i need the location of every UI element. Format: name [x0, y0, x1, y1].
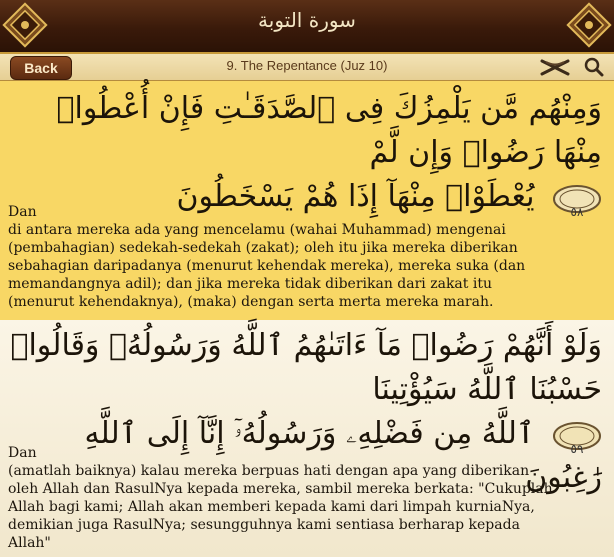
search-icon[interactable] — [584, 57, 604, 77]
ayah-translation — [8, 203, 608, 311]
translation-line: di antara mereka ada yang mencelamu (wahai Muhammad) mengenai — [8, 222, 506, 238]
ayah-translation — [8, 444, 608, 552]
translation-line: Dan — [8, 204, 37, 220]
nav-subtitle: 9. The Repentance (Juz 10) — [226, 58, 388, 73]
nav-bar — [0, 54, 614, 81]
ayah-number: ٥٨ — [570, 204, 584, 219]
ayah-arabic — [8, 87, 602, 219]
arabic-text: يُعْطَوْا۟ مِنْهَآ إِذَا هُمْ يَسْخَطُونَ — [176, 179, 535, 214]
arabic-line: وَلَوْ أَنَّهُمْ رَضُوا۟ مَآ ءَاتَىٰهُمُ ٱللَّهُ وَرَسُولُهُۥ وَقَالُوا۟ حَسْبُنَا ٱللَّهُ سَيُؤْتِينَا — [10, 328, 602, 407]
ayah-number: ٥٩ — [570, 441, 584, 456]
ornament-icon — [566, 2, 612, 48]
translation-line: (pembahagian) sedekah-sedekah (zakat); oleh itu jika mereka diberikan — [8, 240, 518, 256]
quran-stand-icon[interactable] — [540, 58, 570, 76]
arabic-line: وَمِنْهُم مَّن يَلْمِزُكَ فِى ٱلصَّدَقَـٰتِ فَإِنْ أُعْطُوا۟ مِنْهَا رَضُوا۟ وَإِن لَّمْ — [56, 91, 602, 170]
arabic-text: ٱللَّهُ مِن فَضْلِهِۦ وَرَسُولُهُۥٓ إِنَّآ إِلَى ٱللَّهِ رَٰغِبُونَ — [84, 416, 602, 495]
translation-line: Dan — [8, 445, 37, 461]
translation-line: (amatlah baiknya) kalau mereka berpuas hati dengan apa yang diberikan — [8, 463, 530, 479]
ayah-block-59[interactable] — [0, 320, 614, 557]
back-button[interactable]: Back — [10, 56, 72, 80]
translation-line: Allah bagi kami; Allah akan memberi kepada kami dari limpah kurniaNya, — [8, 499, 535, 515]
translation-line: (menurut kehendaknya), (maka) dengan serta merta mereka marah. — [8, 294, 494, 310]
translation-line: sebahagian daripadanya (menurut kehendak mereka), mereka suka (dan — [8, 258, 526, 274]
translation-line: memandangnya adil); dan jika mereka tidak diberikan dari zakat itu — [8, 276, 492, 292]
translation-line: oleh Allah dan RasulNya kepada mereka, sambil mereka berkata: "Cukuplah — [8, 481, 553, 497]
translation-line: Allah" — [8, 535, 51, 551]
title-bar — [0, 0, 614, 54]
ayah-block-58[interactable] — [0, 81, 614, 320]
surah-title: سورة التوبة — [258, 8, 356, 32]
translation-line: demikian juga RasulNya; sesungguhnya kami sentiasa berharap kepada — [8, 517, 520, 533]
